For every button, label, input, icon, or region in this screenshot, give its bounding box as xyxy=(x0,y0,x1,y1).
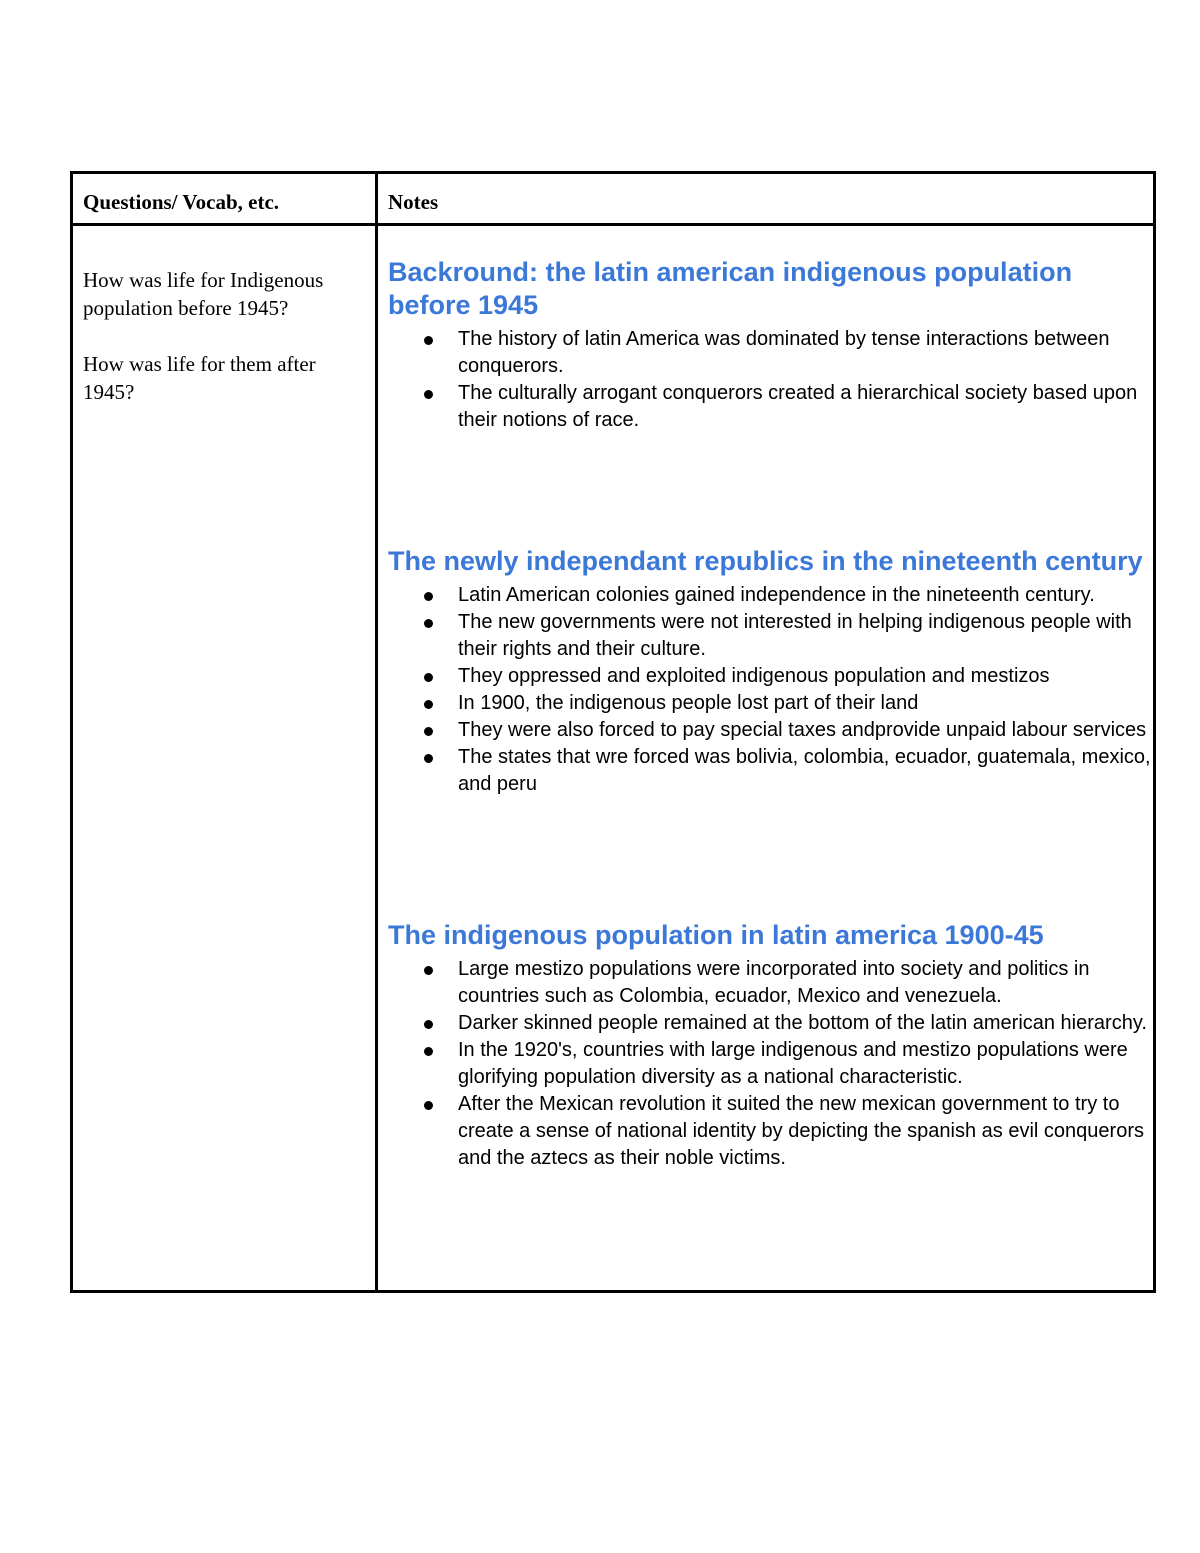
bullet-item xyxy=(388,1091,1153,1172)
bullet-text: The history of latin America was dominated by tense interactions between conquerors. xyxy=(458,328,1110,377)
bullet-text: In 1900, the indigenous people lost part of their land xyxy=(458,692,919,714)
bullet-dot-icon xyxy=(424,1047,433,1056)
bullet-dot-icon xyxy=(424,336,433,345)
section-spacer xyxy=(388,434,1153,545)
bullet-text: Latin American colonies gained independence in the nineteenth century. xyxy=(458,584,1095,606)
bullet-item xyxy=(388,690,1153,717)
bullet-text: Large mestizo populations were incorporated into society and politics in countries such as Colombia, ecuador, Mexico and venezuela. xyxy=(458,958,1090,1007)
bullet-dot-icon xyxy=(424,673,433,682)
notes-section-background xyxy=(388,256,1153,434)
bullet-text: After the Mexican revolution it suited the new mexican government to try to create a sense of national identity by depicting the spanish as evil conquerors and the aztecs as their noble victims. xyxy=(458,1093,1144,1169)
bullet-dot-icon xyxy=(424,754,433,763)
notes-section-republics xyxy=(388,545,1153,798)
bullet-dot-icon xyxy=(424,390,433,399)
bullet-list xyxy=(388,956,1153,1172)
bullet-item xyxy=(388,380,1153,434)
bullet-item xyxy=(388,1037,1153,1091)
bullet-text: Darker skinned people remained at the bottom of the latin american hierarchy. xyxy=(458,1012,1147,1034)
bullet-text: The new governments were not interested in helping indigenous people with their rights and their culture. xyxy=(458,611,1132,660)
bullet-dot-icon xyxy=(424,966,433,975)
bullet-item xyxy=(388,956,1153,1010)
bullet-list xyxy=(388,582,1153,798)
bullet-item xyxy=(388,663,1153,690)
section-heading: The indigenous population in latin america 1900-45 xyxy=(388,920,1044,950)
section-heading: Backround: the latin american indigenous population before 1945 xyxy=(388,257,1073,320)
cornell-notes-table xyxy=(70,171,1156,1293)
bullet-dot-icon xyxy=(424,727,433,736)
column-divider xyxy=(375,174,378,1290)
bullet-dot-icon xyxy=(424,592,433,601)
bullet-text: In the 1920's, countries with large indigenous and mestizo populations were glorifying population diversity as a national characteristic. xyxy=(458,1039,1128,1088)
bullet-item xyxy=(388,326,1153,380)
header-questions-vocab: Questions/ Vocab, etc. xyxy=(83,190,280,214)
bullet-dot-icon xyxy=(424,1020,433,1029)
section-heading: The newly independant republics in the nineteenth century xyxy=(388,546,1143,576)
bullet-item xyxy=(388,1010,1153,1037)
section-spacer xyxy=(388,798,1153,919)
bullet-item xyxy=(388,582,1153,609)
bullet-dot-icon xyxy=(424,1101,433,1110)
bullet-text: They were also forced to pay special taxes andprovide unpaid labour services xyxy=(458,719,1147,741)
bullet-list xyxy=(388,326,1153,434)
table-header-row xyxy=(73,174,1153,226)
header-notes: Notes xyxy=(388,190,439,214)
questions-column xyxy=(83,266,363,434)
bullet-item xyxy=(388,717,1153,744)
bullet-text: They oppressed and exploited indigenous population and mestizos xyxy=(458,665,1050,687)
bullet-dot-icon xyxy=(424,619,433,628)
bullet-item xyxy=(388,609,1153,663)
notes-section-1900-45 xyxy=(388,919,1153,1172)
notes-column xyxy=(388,256,1153,1172)
question-item: How was life for Indigenous population before 1945? xyxy=(83,268,324,320)
bullet-text: The culturally arrogant conquerors created a hierarchical society based upon their notions of race. xyxy=(458,382,1138,431)
bullet-item xyxy=(388,744,1153,798)
bullet-dot-icon xyxy=(424,700,433,709)
question-item: How was life for them after 1945? xyxy=(83,352,316,404)
bullet-text: The states that wre forced was bolivia, colombia, ecuador, guatemala, mexico, and peru xyxy=(458,746,1151,795)
